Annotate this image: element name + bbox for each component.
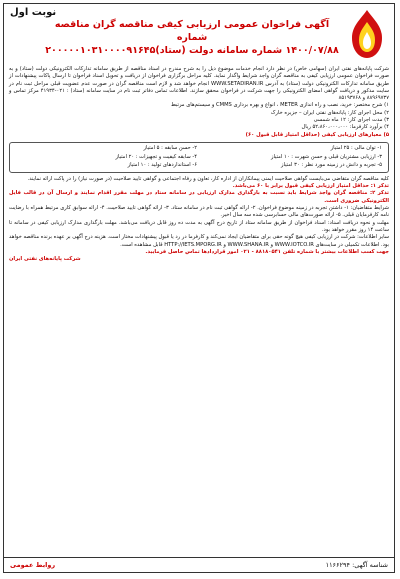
details-block [9, 102, 389, 138]
criteria-box [9, 142, 389, 173]
closing-line: شرکت پایانه‌های نفتی ایران [9, 256, 81, 263]
company-logo-icon [344, 8, 390, 60]
criterion-item: ۵- تجربه و دانش در زمینه مورد نظر : ۳۰ امتیاز [281, 162, 382, 169]
title-line-2: ۱۴۰۰/۰۷/۸۸ شماره سامانه دولت (ستاد)۲۰۰۰۰۰۱۰۳۱۰۰۰۰۹۱۶۴۵ [45, 45, 339, 56]
public-relations-label: روابط عمومی [10, 561, 56, 569]
detail-subject: ۱) شرح مختصر: خرید، نصب و راه اندازی METER ، انواع و بهره برداری CMMS و سیستم‌های مرتبط [171, 102, 389, 109]
criterion-item: ۲- حسن سابقه : ۵ امتیاز [143, 145, 197, 152]
footer [4, 557, 394, 572]
detail-duration: ۳) مدت اجرای کار: ۱۲ ماه شمسی [313, 117, 389, 124]
detail-location: ۲) محل اجرای کار: پایانه‌های نفتی ایران – جزیره خارک [270, 109, 389, 116]
header [4, 4, 394, 66]
intro-paragraph: شرکت پایانه‌های نفتی ایران (سهامی خاص) در نظر دارد انجام خدمات موضوع ذیل را به شرح مندرج در اسناد مناقصه از طریق سامانه تدارکات الکترونیکی دولت (ستاد) و به صورت فراخوان عمومی ارزیابی کیفی به مناقصه گران واجد شرایط واگذار نماید. کلیه مراحل برگزاری فراخوان از دریافت و تحویل اسناد فراخوان تا ارسال پاکات پیشنهادات از طریق سامانه تدارکات الکترونیکی دولت (ستاد) به آدرس WWW.SETADIRAN.IR انجام خواهد شد و لازم است مناقصه گران در صورت عدم عضویت قبلی مراحل ثبت نام در سایت مذکور و دریافت گواهی امضای الکترونیکی را جهت شرکت در فراخوان محقق سازند. اطلاعات تماس دفاتر ثبت نام در سایت سامانه (ستاد) : ۰۲۱-۴۱۹۳۴ مرکز تماس و ۸۸۹۶۹۷۳۷ و ۸۵۱۹۳۷۶۸ [9, 66, 389, 102]
section-paragraph: مهلت و نحوه دریافت اسناد: اسناد فراخوان از طریق سامانه ستاد از تاریخ درج آگهی به مدت ده روز قابل دریافت می‌باشد. مهلت بارگذاری مدارک ارزیابی کیفی در سامانه تا ساعت ۱۴ روز مقرر خواهد بود. [9, 219, 389, 233]
criteria-title: ۵) معیارهای ارزیابی کیفی (حداقل امتیاز قابل قبول ۶۰) [245, 131, 389, 138]
title-line-1: آگهی فراخوان عمومی ارزیابی کیفی مناقصه گران مناقصه شماره [54, 19, 330, 43]
note-1: تذکر ۱: حداقل امتیاز ارزیابی کیفی قبول برابر با ۶۰ می‌باشد. [232, 183, 389, 190]
title-area [44, 18, 340, 58]
section-paragraph: شرایط متقاضیان: ۱- داشتن تجربه در زمینه موضوع فراخوان. ۲- ارائه گواهی ثبت نام در سامانه ستاد. ۳- ارائه گواهی تایید صلاحیت. ۴- ارائه سوابق کاری مرتبط همراه با رضایت نامه کارفرمایان قبلی. ۵- ارائه صورت‌های مالی حسابرسی شده سه سال اخیر. [9, 205, 389, 219]
criterion-item: ۳- ارزیابی مشتریان قبلی و حسن شهرت : ۱۰ امتیاز [270, 153, 382, 160]
section-paragraph: سایر اطلاعات: شرکت در ارزیابی کیفی هیچ گونه حقی برای متقاضیان ایجاد نمی‌کند و کارفرما در رد یا قبول پیشنهادات مختار است. هزینه درج آگهی بر عهده برنده مناقصه خواهد بود. اطلاعات تکمیلی در سایت‌های WWW.IOTCO.IR و WWW.SHANA.IR و HTTP://IETS.MPORG.IR قابل مشاهده است. [9, 234, 389, 248]
contact-paragraph: جهت کسب اطلاعات بیشتر با شماره تلفن ۸۸۱۸۰۵۴۱ - ۰۲۱ امور قراردادها تماس حاصل فرمایید. [145, 248, 389, 255]
section-paragraph: کلیه مناقصه گران متقاضی می‌بایست گواهی صلاحیت ایمنی پیمانکاران از اداره کار، تعاون و رفاه اجتماعی و گواهی تایید صلاحیت (در صورت نیاز) را در پاکت ارائه نمایند. [27, 175, 389, 182]
ad-code: شناسه آگهی: ۱۱۶۶۲۹۴ [325, 561, 388, 569]
publication-turn: نوبت اول [10, 7, 57, 18]
detail-estimate: ۴) برآورد کارفرما: ۵۲،۸۶۰،۰۰۰،۰۰۰ ریال [301, 124, 389, 131]
criterion-item: ۱- توان مالی : ۲۵ امتیاز [330, 145, 382, 152]
criterion-item: ۶- استانداردهای تولید : ۱۰ امتیاز [127, 162, 197, 169]
criterion-item: ۴- سابقه کیفیت و تجهیزات : ۲۰ امتیاز [115, 153, 197, 160]
body [4, 66, 394, 263]
note-2: تذکر ۲: مناقصه گران واجد شرایط باید نسبت به بارگذاری مدارک ارزیابی در سامانه ستاد در مهلت مقرر اقدام نمایند و ارسال آن در قالب فایل الکترونیکی ضروری است. [9, 190, 389, 204]
advertisement-page [3, 3, 395, 573]
